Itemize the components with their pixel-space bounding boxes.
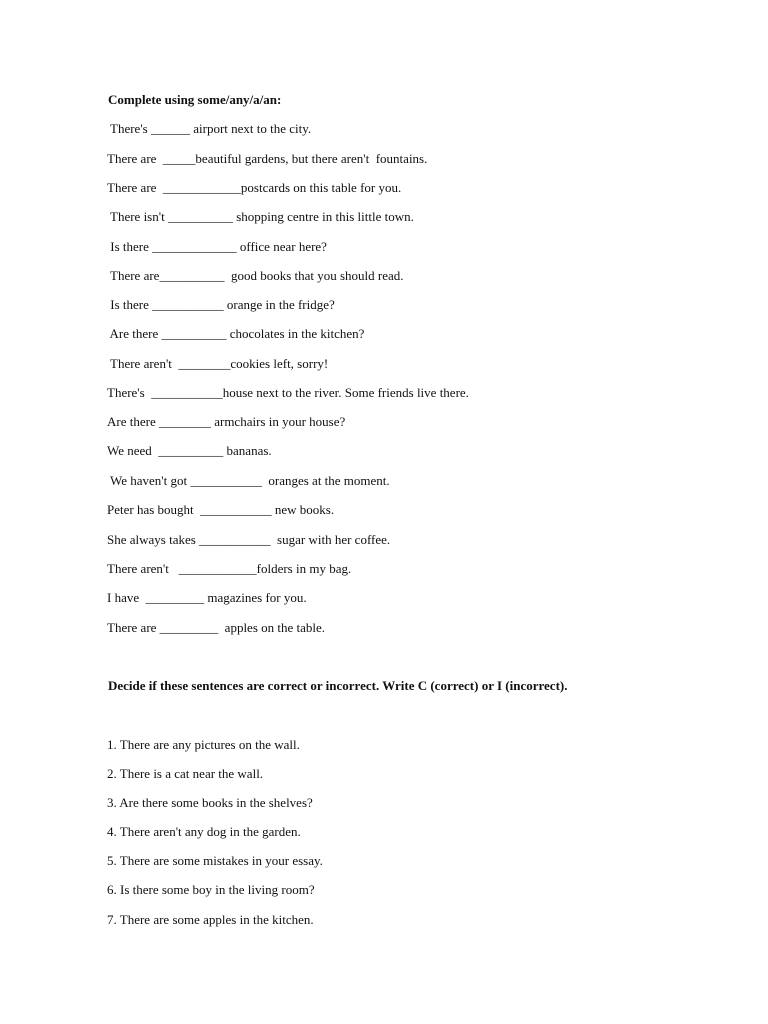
section1-line-9: There aren't ________cookies left, sorry!: [107, 356, 329, 371]
section2-item-5: 5. There are some mistakes in your essay.: [107, 853, 323, 868]
section2-item-3: 3. Are there some books in the shelves?: [107, 795, 313, 810]
section2-heading: Decide if these sentences are correct or incorrect. Write C (correct) or I (incorrect).: [108, 678, 568, 693]
section2-item-6: 6. Is there some boy in the living room?: [107, 882, 315, 897]
section1-line-14: Peter has bought ___________ new books.: [107, 502, 335, 517]
section1-line-7: Is there ___________ orange in the fridge?: [107, 297, 335, 312]
section1-line-11: Are there ________ armchairs in your house?: [107, 414, 346, 429]
section1-line-5: Is there _____________ office near here?: [107, 239, 327, 254]
section2-item-1: 1. There are any pictures on the wall.: [107, 737, 300, 752]
section1-line-17: I have _________ magazines for you.: [107, 590, 307, 605]
section1-line-15: She always takes ___________ sugar with her coffee.: [107, 532, 391, 547]
section1-line-3: There are ____________postcards on this table for you.: [107, 180, 402, 195]
section1-line-2: There are _____beautiful gardens, but there aren't fountains.: [107, 151, 428, 166]
section1-line-1: There's ______ airport next to the city.: [107, 121, 312, 136]
section1-line-8: Are there __________ chocolates in the kitchen?: [107, 326, 365, 341]
section1-line-18: There are _________ apples on the table.: [107, 620, 326, 635]
section1-line-10: There's ___________house next to the river. Some friends live there.: [107, 385, 469, 400]
section2-item-7: 7. There are some apples in the kitchen.: [107, 912, 314, 927]
section2-item-4: 4. There aren't any dog in the garden.: [107, 824, 301, 839]
section1-line-13: We haven't got ___________ oranges at the moment.: [107, 473, 390, 488]
section1-line-6: There are__________ good books that you should read.: [107, 268, 404, 283]
section1-line-16: There aren't ____________folders in my bag.: [107, 561, 352, 576]
section1-line-12: We need __________ bananas.: [107, 443, 272, 458]
section1-heading: Complete using some/any/a/an:: [108, 92, 282, 107]
section2-item-2: 2. There is a cat near the wall.: [107, 766, 264, 781]
section1-line-4: There isn't __________ shopping centre in this little town.: [107, 209, 414, 224]
